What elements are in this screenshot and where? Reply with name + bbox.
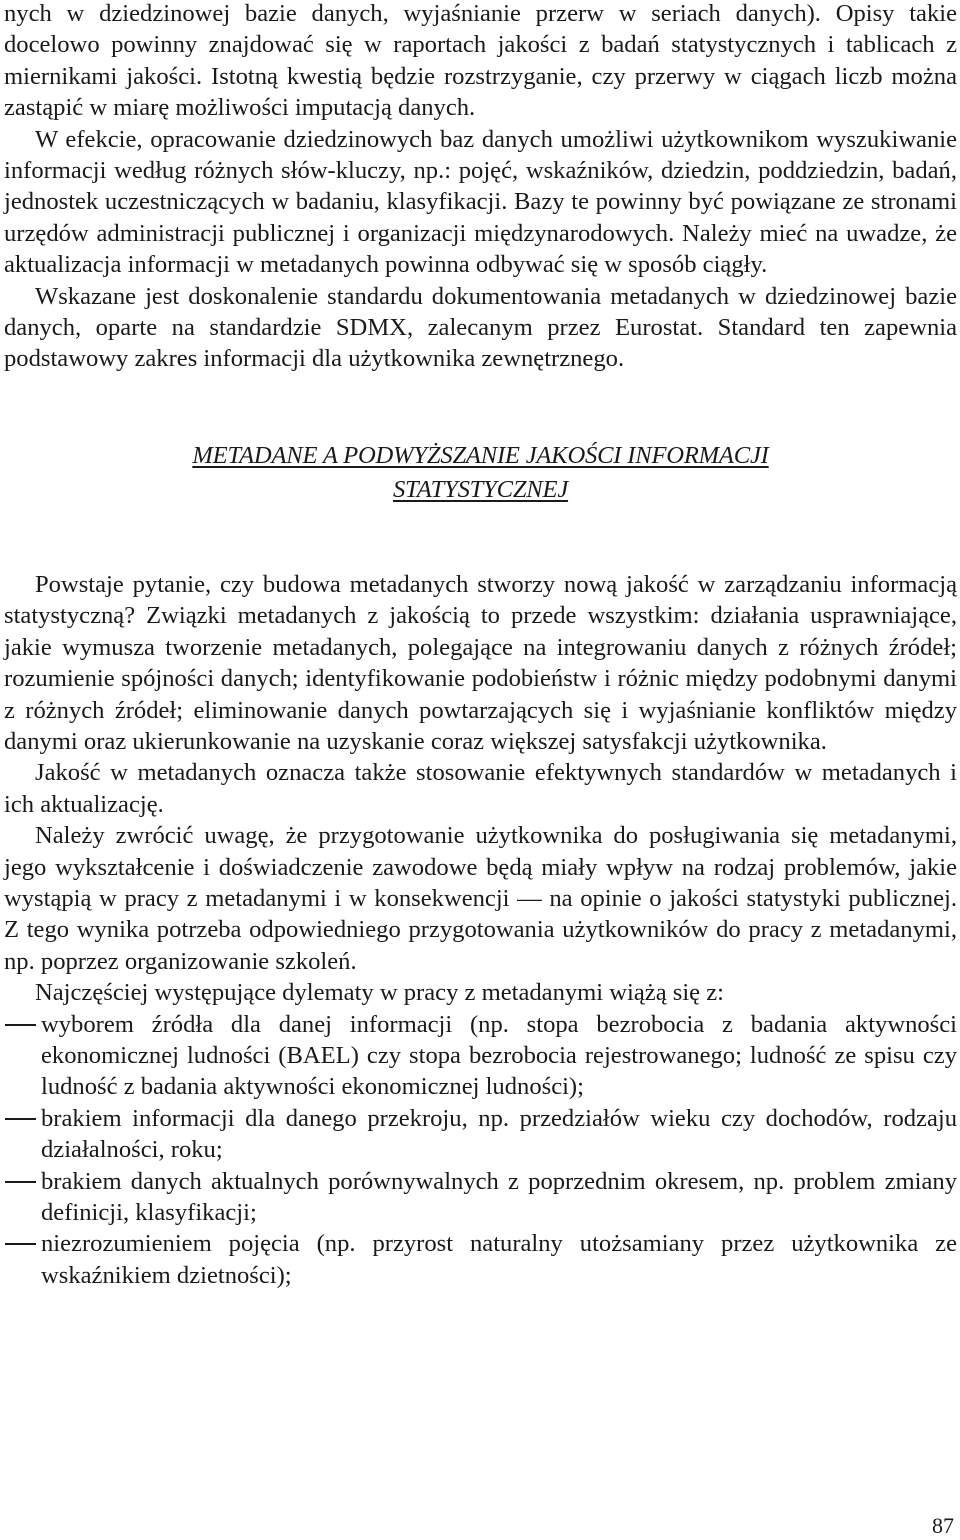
paragraph-dilemmas-intro: Najczęściej występujące dylematy w pracy z metadanymi wiążą się z: bbox=[35, 979, 724, 1007]
list-item: wyborem źródła dla danej informacji (np. stopa bezrobocia z badania aktywności ekonomicznej ludności (BAEL) czy stopa bezrobocia rejestrowanego; ludność ze spisu czy ludność z badania aktywności ekonomicznej ludności); bbox=[4, 1009, 957, 1103]
paragraph-user-preparation: Należy zwrócić uwagę, że przygotowanie użytkownika do posługiwania się metadanymi, jego wykształcenie i doświadczenie zawodowe będą miały wpływ na rodzaj problemów, jakie wystąpią w pracy z metadanymi i w konsekwencji — na opinie o jakości statystyki publicznej. Z tego wynika potrzeba odpowiedniego przygotowania użytkowników do pracy z metadanymi, np. poprzez organizowanie szkoleń. bbox=[4, 822, 957, 975]
dilemmas-list bbox=[4, 1009, 957, 1292]
list-item: brakiem danych aktualnych porównywalnych z poprzednim okresem, np. problem zmiany definicji, klasyfikacji; bbox=[4, 1166, 957, 1229]
paragraph-domain-databases: W efekcie, opracowanie dziedzinowych baz danych umożliwi użytkownikom wyszukiwanie informacji według różnych słów-kluczy, np.: pojęć, wskaźników, dziedzin, poddziedzin, badań, jednostek uczestniczących w badaniu, klasyfikacji. Bazy te powinny być powiązane ze stronami urzędów administracji publicznej i organizacji międzynarodowych. Należy mieć na uwadze, że aktualizacja informacji w metadanych powinna odbywać się w sposób ciągły. bbox=[4, 125, 957, 279]
document-page bbox=[4, 0, 957, 1291]
section-heading-line-1: METADANE A PODWYŻSZANIE JAKOŚCI INFORMACJI bbox=[192, 441, 769, 469]
page-number: 87 bbox=[932, 1513, 954, 1538]
list-item: brakiem informacji dla danego przekroju, np. przedziałów wieku czy dochodów, rodzaju działalności, roku; bbox=[4, 1103, 957, 1166]
paragraph-quality-in-metadata: Jakość w metadanych oznacza także stosowanie efektywnych standardów w metadanych i ich aktualizację. bbox=[4, 759, 957, 818]
section-heading bbox=[4, 439, 957, 507]
paragraph-data-gaps: nych w dziedzinowej bazie danych, wyjaśnianie przerw w seriach danych). Opisy takie docelowo powinny znajdować się w raportach jakości z badań statystycznych i tablicach z miernikami jakości. Istotną kwestią będzie rozstrzyganie, czy przerwy w ciągach liczb można zastąpić w miarę możliwości imputacją danych. bbox=[4, 0, 957, 122]
list-item: niezrozumieniem pojęcia (np. przyrost naturalny utożsamiany przez użytkownika ze wskaźnikiem dzietności); bbox=[4, 1228, 957, 1291]
section-heading-line-2: STATYSTYCZNEJ bbox=[392, 475, 569, 503]
paragraph-metadata-quality-question: Powstaje pytanie, czy budowa metadanych stworzy nową jakość w zarządzaniu informacją statystyczną? Związki metadanych z jakością to przede wszystkim: działania usprawniające, jakie wymusza tworzenie metadanych, polegające na integrowaniu danych z różnych źródeł; rozumienie spójności danych; identyfikowanie podobieństw i różnic między podobnymi danymi z różnych źródeł; eliminowanie danych powtarzających się i wyjaśnianie konfliktów między danymi oraz ukierunkowanie na uzyskanie coraz większej satysfakcji użytkownika. bbox=[4, 570, 957, 755]
paragraph-sdmx-standard: Wskazane jest doskonalenie standardu dokumentowania metadanych w dziedzinowej bazie danych, oparte na standardzie SDMX, zalecanym przez Eurostat. Standard ten zapewnia podstawowy zakres informacji dla użytkownika zewnętrznego. bbox=[4, 282, 957, 373]
